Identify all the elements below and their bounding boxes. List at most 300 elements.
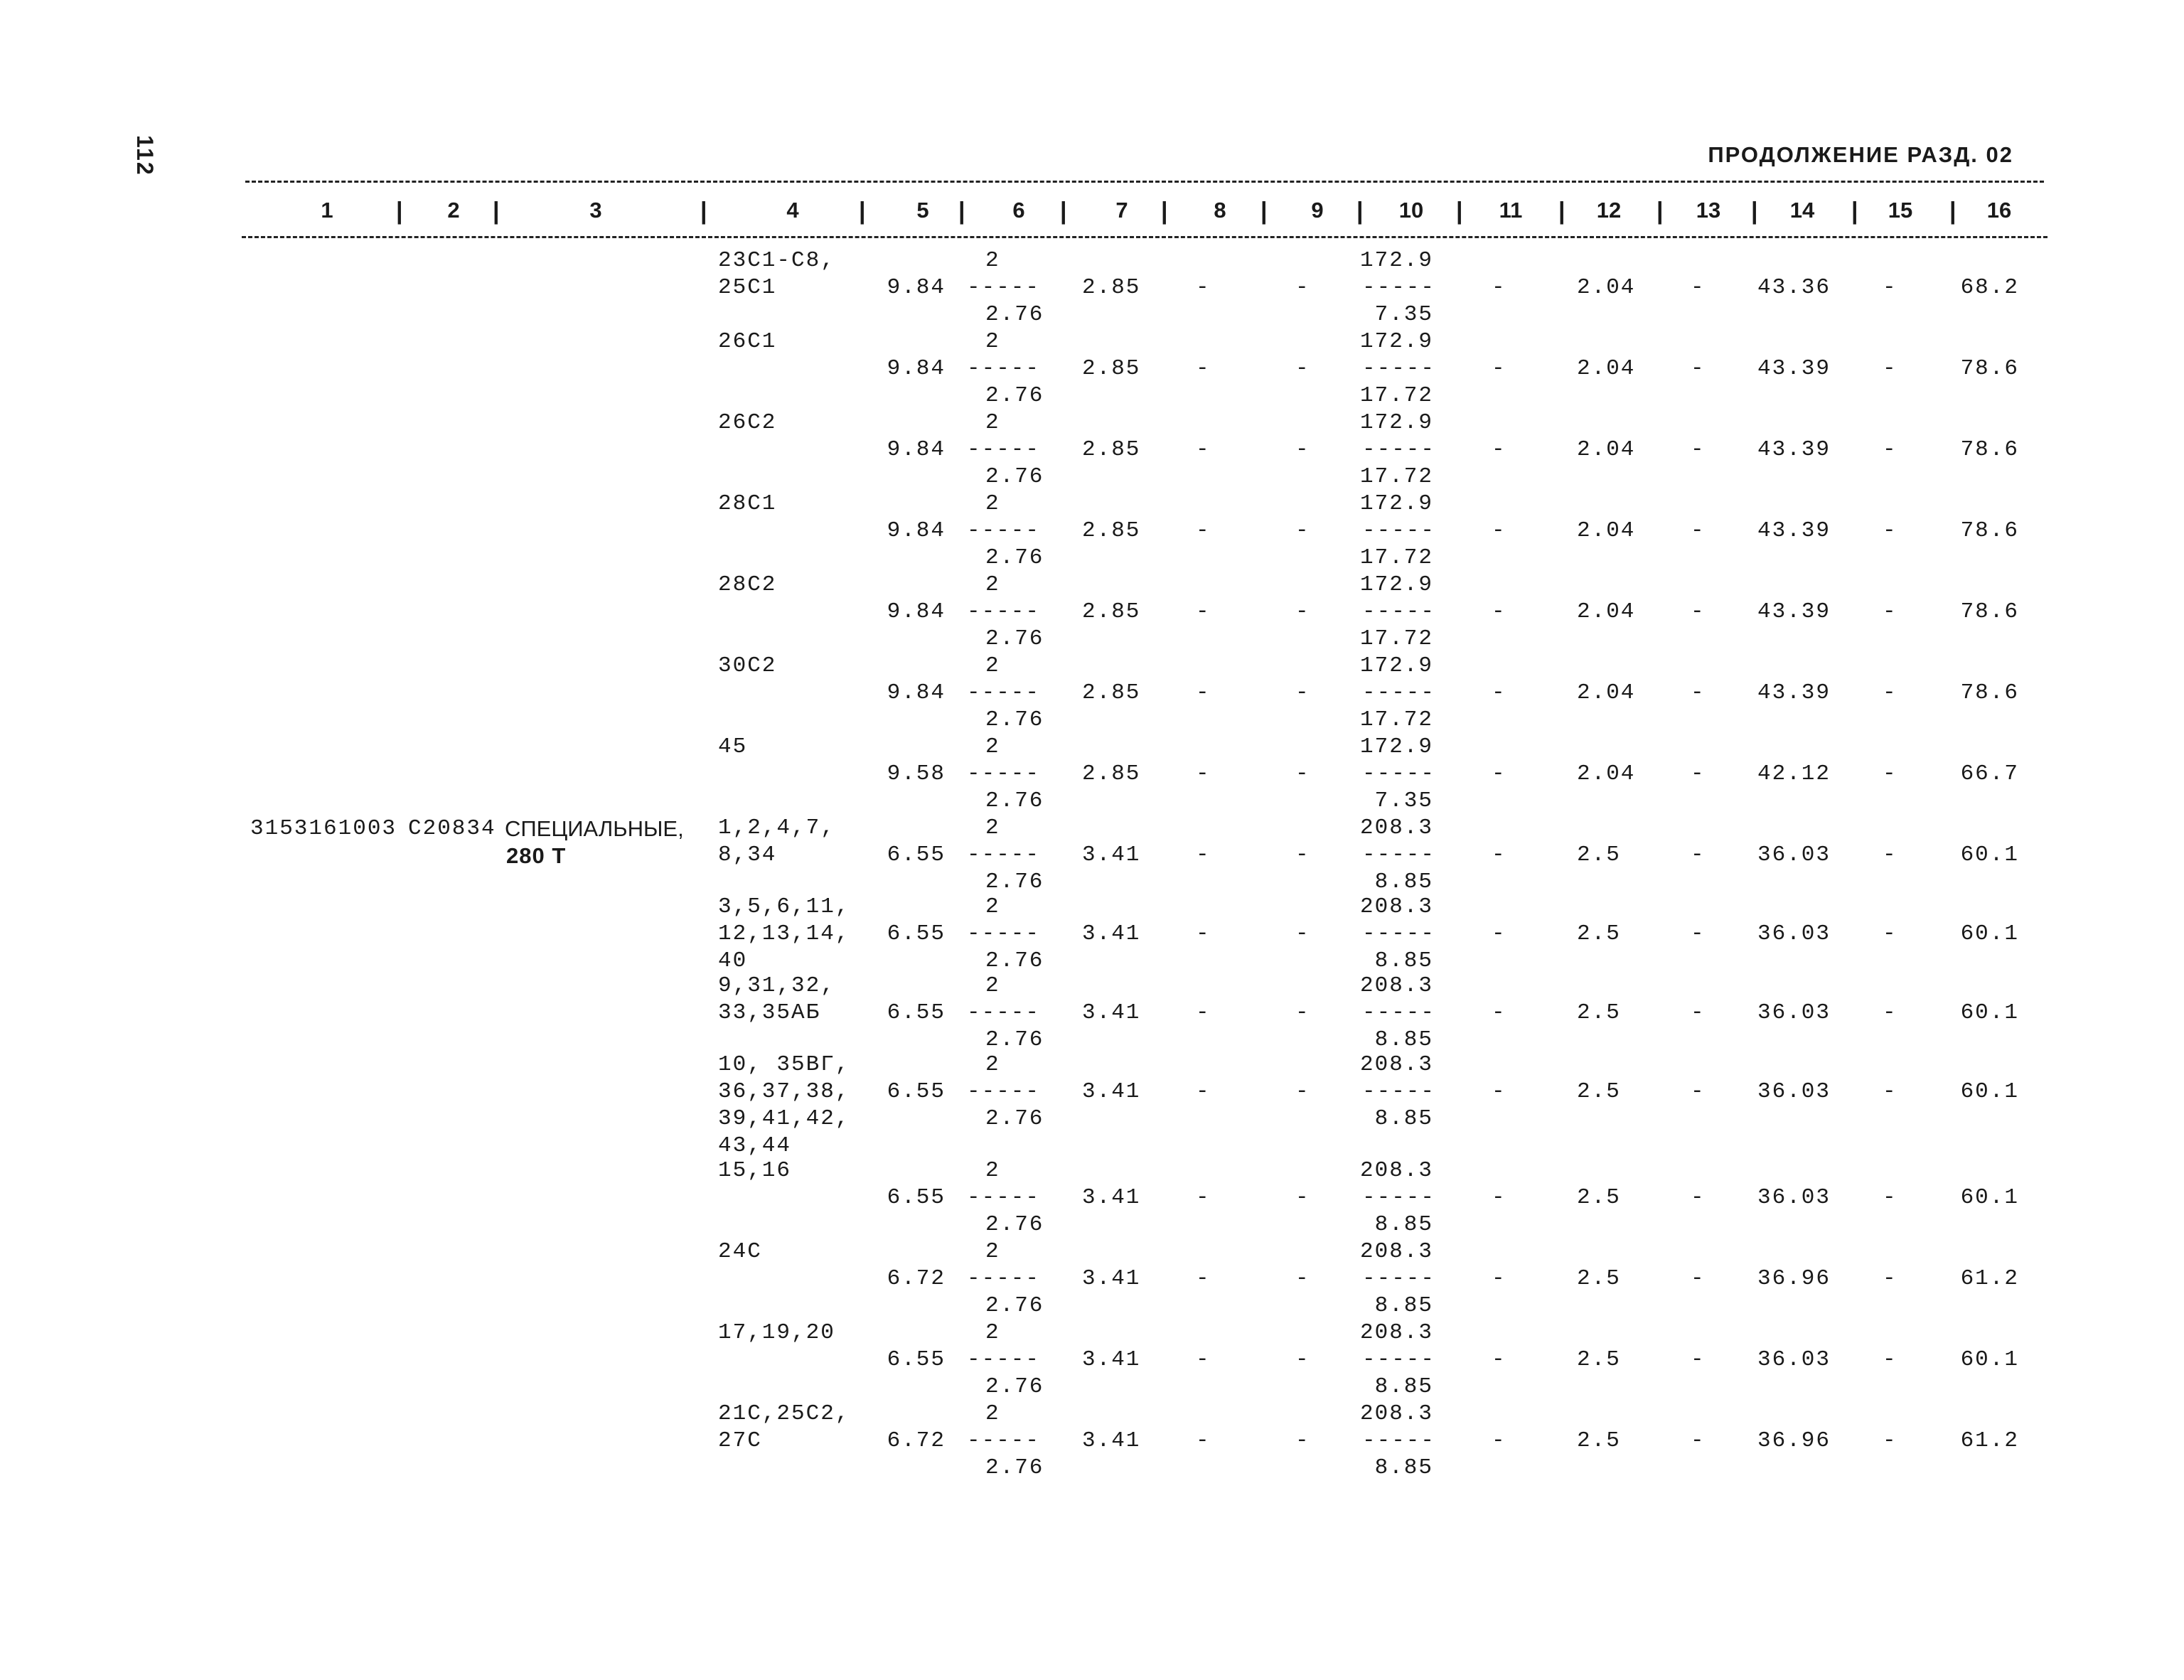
column-header-6: 6 [1012, 198, 1025, 223]
col6-denominator: 2.76 [985, 1212, 1044, 1237]
col12-value: 2.5 [1577, 1000, 1621, 1025]
col6-fraction-bar: ----- [967, 437, 1041, 462]
row-label: 28С2 [718, 572, 777, 597]
col15-value: - [1883, 437, 1897, 462]
col15-value: - [1883, 275, 1897, 300]
col7-value: 2.85 [1082, 437, 1141, 462]
row-label: 39,41,42, [718, 1106, 850, 1131]
group-name: СПЕЦИАЛЬНЫЕ, [505, 816, 684, 841]
col14-value: 43.39 [1757, 518, 1831, 543]
col11-value: - [1492, 1428, 1506, 1453]
col10-fraction-bar: ----- [1362, 599, 1436, 624]
col14-value: 36.96 [1757, 1266, 1831, 1291]
col6-numerator: 2 [985, 734, 1000, 759]
col5-value: 6.55 [887, 1185, 946, 1210]
col15-value: - [1883, 842, 1897, 867]
col6-numerator: 2 [985, 410, 1000, 435]
col14-value: 43.39 [1757, 437, 1831, 462]
col14-value: 43.39 [1757, 356, 1831, 381]
col6-denominator: 2.76 [985, 626, 1044, 651]
col5-value: 6.55 [887, 921, 946, 946]
col7-value: 2.85 [1082, 599, 1141, 624]
col12-value: 2.5 [1577, 1266, 1621, 1291]
col6-numerator: 2 [985, 329, 1000, 354]
header-top-rule [245, 181, 2044, 183]
col8-value: - [1196, 275, 1211, 300]
col10-numerator: 208.3 [1359, 1401, 1433, 1426]
col14-value: 36.03 [1757, 921, 1831, 946]
col9-value: - [1295, 1185, 1310, 1210]
col6-numerator: 2 [985, 1239, 1000, 1264]
column-header-8: 8 [1214, 198, 1226, 223]
row-label: 17,19,20 [718, 1320, 835, 1345]
column-separator: | [859, 198, 866, 225]
col5-value: 6.55 [887, 1347, 946, 1372]
col10-denominator: 7.35 [1374, 302, 1433, 327]
page-number: 112 [132, 135, 158, 176]
group-code-2: С20834 [408, 816, 496, 841]
col11-value: - [1492, 437, 1506, 462]
col15-value: - [1883, 761, 1897, 786]
column-header-10: 10 [1398, 198, 1424, 223]
col6-fraction-bar: ----- [967, 356, 1041, 381]
col6-denominator: 2.76 [985, 948, 1044, 973]
row-label: 26С2 [718, 410, 777, 435]
column-header-3: 3 [589, 198, 602, 223]
col6-numerator: 2 [985, 894, 1000, 919]
col13-value: - [1691, 680, 1706, 705]
col10-fraction-bar: ----- [1362, 437, 1436, 462]
col10-denominator: 8.85 [1374, 1212, 1433, 1237]
col16-value: 60.1 [1960, 921, 2019, 946]
col9-value: - [1295, 356, 1310, 381]
col10-fraction-bar: ----- [1362, 1079, 1436, 1104]
col6-fraction-bar: ----- [967, 761, 1041, 786]
col7-value: 2.85 [1082, 680, 1141, 705]
col6-numerator: 2 [985, 248, 1000, 273]
col11-value: - [1492, 599, 1506, 624]
col6-fraction-bar: ----- [967, 599, 1041, 624]
col10-numerator: 172.9 [1359, 248, 1433, 273]
column-separator: | [396, 198, 403, 225]
col6-fraction-bar: ----- [967, 1428, 1041, 1453]
col11-value: - [1492, 518, 1506, 543]
col6-denominator: 2.76 [985, 1374, 1044, 1399]
col8-value: - [1196, 356, 1211, 381]
col13-value: - [1691, 275, 1706, 300]
col6-denominator: 2.76 [985, 383, 1044, 408]
col10-fraction-bar: ----- [1362, 680, 1436, 705]
col13-value: - [1691, 1428, 1706, 1453]
col13-value: - [1691, 1266, 1706, 1291]
column-header-4: 4 [786, 198, 799, 223]
row-label: 9,31,32, [718, 973, 835, 998]
column-header-2: 2 [447, 198, 460, 223]
col10-fraction-bar: ----- [1362, 761, 1436, 786]
col16-value: 78.6 [1960, 437, 2019, 462]
col10-denominator: 7.35 [1374, 788, 1433, 813]
column-header-15: 15 [1888, 198, 1913, 223]
col5-value: 9.84 [887, 356, 946, 381]
col16-value: 78.6 [1960, 680, 2019, 705]
col15-value: - [1883, 1079, 1897, 1104]
col11-value: - [1492, 275, 1506, 300]
col6-numerator: 2 [985, 1158, 1000, 1183]
col10-numerator: 208.3 [1359, 973, 1433, 998]
col10-fraction-bar: ----- [1362, 1347, 1436, 1372]
col10-numerator: 208.3 [1359, 1320, 1433, 1345]
col13-value: - [1691, 921, 1706, 946]
column-separator: | [958, 198, 965, 225]
col11-value: - [1492, 1347, 1506, 1372]
row-label: 23С1-С8, [718, 248, 835, 273]
col8-value: - [1196, 599, 1211, 624]
col16-value: 61.2 [1960, 1428, 2019, 1453]
col10-denominator: 8.85 [1374, 870, 1433, 894]
col7-value: 3.41 [1082, 1000, 1141, 1025]
col6-fraction-bar: ----- [967, 680, 1041, 705]
col6-numerator: 2 [985, 491, 1000, 516]
col8-value: - [1196, 921, 1211, 946]
col15-value: - [1883, 1347, 1897, 1372]
column-separator: | [1260, 198, 1268, 225]
row-label: 24С [718, 1239, 762, 1264]
col6-fraction-bar: ----- [967, 1185, 1041, 1210]
col5-value: 6.55 [887, 1079, 946, 1104]
col10-denominator: 8.85 [1374, 1293, 1433, 1318]
column-separator: | [1060, 198, 1067, 225]
col11-value: - [1492, 1185, 1506, 1210]
col7-value: 2.85 [1082, 518, 1141, 543]
col14-value: 36.03 [1757, 842, 1831, 867]
column-header-1: 1 [321, 198, 333, 223]
col15-value: - [1883, 518, 1897, 543]
col6-numerator: 2 [985, 973, 1000, 998]
col14-value: 43.39 [1757, 599, 1831, 624]
col12-value: 2.5 [1577, 1185, 1621, 1210]
row-label: 30С2 [718, 653, 777, 678]
col9-value: - [1295, 1347, 1310, 1372]
col12-value: 2.5 [1577, 1079, 1621, 1104]
col10-numerator: 172.9 [1359, 329, 1433, 354]
col7-value: 3.41 [1082, 1079, 1141, 1104]
col12-value: 2.04 [1577, 518, 1636, 543]
col12-value: 2.5 [1577, 1428, 1621, 1453]
col10-denominator: 8.85 [1374, 1106, 1433, 1131]
col16-value: 68.2 [1960, 275, 2019, 300]
col10-denominator: 17.72 [1359, 626, 1433, 651]
col8-value: - [1196, 1185, 1211, 1210]
col13-value: - [1691, 1347, 1706, 1372]
col11-value: - [1492, 842, 1506, 867]
col5-value: 6.72 [887, 1266, 946, 1291]
col9-value: - [1295, 921, 1310, 946]
col10-denominator: 17.72 [1359, 545, 1433, 570]
col5-value: 9.84 [887, 518, 946, 543]
row-label: 15,16 [718, 1158, 792, 1183]
col11-value: - [1492, 356, 1506, 381]
col12-value: 2.04 [1577, 599, 1636, 624]
col10-denominator: 17.72 [1359, 707, 1433, 732]
col16-value: 60.1 [1960, 1000, 2019, 1025]
row-label: 40 [718, 948, 748, 973]
col5-value: 9.58 [887, 761, 946, 786]
column-header-11: 11 [1499, 198, 1523, 223]
col14-value: 36.03 [1757, 1185, 1831, 1210]
col9-value: - [1295, 761, 1310, 786]
col6-denominator: 2.76 [985, 1027, 1044, 1052]
col5-value: 6.55 [887, 1000, 946, 1025]
col10-numerator: 172.9 [1359, 734, 1433, 759]
col6-numerator: 2 [985, 653, 1000, 678]
col16-value: 66.7 [1960, 761, 2019, 786]
col6-numerator: 2 [985, 1052, 1000, 1077]
col10-denominator: 17.72 [1359, 383, 1433, 408]
col10-numerator: 208.3 [1359, 894, 1433, 919]
col6-numerator: 2 [985, 815, 1000, 840]
group-name-tonnage: 280 Т [506, 843, 567, 868]
col6-numerator: 2 [985, 1320, 1000, 1345]
col9-value: - [1295, 680, 1310, 705]
col12-value: 2.5 [1577, 1347, 1621, 1372]
col8-value: - [1196, 761, 1211, 786]
col7-value: 3.41 [1082, 842, 1141, 867]
col9-value: - [1295, 518, 1310, 543]
col10-numerator: 172.9 [1359, 653, 1433, 678]
row-label: 1,2,4,7, [718, 815, 835, 840]
col7-value: 2.85 [1082, 275, 1141, 300]
col12-value: 2.04 [1577, 680, 1636, 705]
col11-value: - [1492, 680, 1506, 705]
col7-value: 3.41 [1082, 921, 1141, 946]
col11-value: - [1492, 1079, 1506, 1104]
col10-numerator: 172.9 [1359, 410, 1433, 435]
col10-denominator: 8.85 [1374, 1027, 1433, 1052]
col13-value: - [1691, 842, 1706, 867]
col10-fraction-bar: ----- [1362, 356, 1436, 381]
col16-value: 60.1 [1960, 1079, 2019, 1104]
col9-value: - [1295, 437, 1310, 462]
col8-value: - [1196, 518, 1211, 543]
column-separator: | [1751, 198, 1758, 225]
col5-value: 9.84 [887, 599, 946, 624]
column-separator: | [700, 198, 707, 225]
col5-value: 9.84 [887, 275, 946, 300]
col8-value: - [1196, 1079, 1211, 1104]
col16-value: 60.1 [1960, 842, 2019, 867]
col10-denominator: 8.85 [1374, 1455, 1433, 1480]
col6-denominator: 2.76 [985, 870, 1044, 894]
col16-value: 60.1 [1960, 1347, 2019, 1372]
col15-value: - [1883, 680, 1897, 705]
col6-fraction-bar: ----- [967, 1079, 1041, 1104]
col7-value: 3.41 [1082, 1266, 1141, 1291]
col5-value: 6.72 [887, 1428, 946, 1453]
col6-fraction-bar: ----- [967, 1347, 1041, 1372]
col15-value: - [1883, 356, 1897, 381]
col8-value: - [1196, 1266, 1211, 1291]
col14-value: 36.03 [1757, 1000, 1831, 1025]
col12-value: 2.04 [1577, 275, 1636, 300]
col10-fraction-bar: ----- [1362, 1000, 1436, 1025]
row-label: 45 [718, 734, 748, 759]
col9-value: - [1295, 275, 1310, 300]
col13-value: - [1691, 761, 1706, 786]
col5-value: 6.55 [887, 842, 946, 867]
column-header-14: 14 [1789, 198, 1815, 223]
col16-value: 60.1 [1960, 1185, 2019, 1210]
col15-value: - [1883, 1266, 1897, 1291]
col12-value: 2.04 [1577, 761, 1636, 786]
column-header-7: 7 [1115, 198, 1128, 223]
col12-value: 2.5 [1577, 842, 1621, 867]
col8-value: - [1196, 842, 1211, 867]
col8-value: - [1196, 437, 1211, 462]
col6-denominator: 2.76 [985, 1106, 1044, 1131]
column-header-16: 16 [1986, 198, 2012, 223]
column-separator: | [493, 198, 500, 225]
col6-denominator: 2.76 [985, 545, 1044, 570]
col13-value: - [1691, 1000, 1706, 1025]
col6-fraction-bar: ----- [967, 1266, 1041, 1291]
col6-denominator: 2.76 [985, 707, 1044, 732]
row-label: 26С1 [718, 329, 777, 354]
col13-value: - [1691, 518, 1706, 543]
col14-value: 36.03 [1757, 1347, 1831, 1372]
col13-value: - [1691, 356, 1706, 381]
col16-value: 78.6 [1960, 356, 2019, 381]
col12-value: 2.04 [1577, 437, 1636, 462]
col10-numerator: 172.9 [1359, 572, 1433, 597]
col9-value: - [1295, 1266, 1310, 1291]
col13-value: - [1691, 437, 1706, 462]
col7-value: 2.85 [1082, 761, 1141, 786]
row-label: 12,13,14, [718, 921, 850, 946]
col10-fraction-bar: ----- [1362, 842, 1436, 867]
col16-value: 78.6 [1960, 518, 2019, 543]
col13-value: - [1691, 1185, 1706, 1210]
col8-value: - [1196, 1000, 1211, 1025]
column-separator: | [1851, 198, 1858, 225]
column-separator: | [1656, 198, 1664, 225]
row-label: 36,37,38, [718, 1079, 850, 1104]
col7-value: 3.41 [1082, 1428, 1141, 1453]
col10-fraction-bar: ----- [1362, 1428, 1436, 1453]
col10-numerator: 172.9 [1359, 491, 1433, 516]
col10-numerator: 208.3 [1359, 1052, 1433, 1077]
col14-value: 36.03 [1757, 1079, 1831, 1104]
col10-fraction-bar: ----- [1362, 1266, 1436, 1291]
col7-value: 3.41 [1082, 1347, 1141, 1372]
col15-value: - [1883, 599, 1897, 624]
column-header-5: 5 [916, 198, 929, 223]
col14-value: 36.96 [1757, 1428, 1831, 1453]
col6-numerator: 2 [985, 1401, 1000, 1426]
col7-value: 2.85 [1082, 356, 1141, 381]
col8-value: - [1196, 1347, 1211, 1372]
col10-denominator: 8.85 [1374, 948, 1433, 973]
col6-fraction-bar: ----- [967, 518, 1041, 543]
col5-value: 9.84 [887, 437, 946, 462]
col11-value: - [1492, 1266, 1506, 1291]
col6-numerator: 2 [985, 572, 1000, 597]
col10-fraction-bar: ----- [1362, 275, 1436, 300]
col6-denominator: 2.76 [985, 464, 1044, 489]
col11-value: - [1492, 1000, 1506, 1025]
column-header-12: 12 [1596, 198, 1622, 223]
row-label: 8,34 [718, 842, 777, 867]
col11-value: - [1492, 921, 1506, 946]
col9-value: - [1295, 1079, 1310, 1104]
col10-fraction-bar: ----- [1362, 518, 1436, 543]
row-label: 33,35АБ [718, 1000, 821, 1025]
row-label: 21С,25С2, [718, 1401, 850, 1426]
col11-value: - [1492, 761, 1506, 786]
column-header-9: 9 [1311, 198, 1324, 223]
col6-denominator: 2.76 [985, 1293, 1044, 1318]
col9-value: - [1295, 599, 1310, 624]
col10-fraction-bar: ----- [1362, 1185, 1436, 1210]
col9-value: - [1295, 1000, 1310, 1025]
col5-value: 9.84 [887, 680, 946, 705]
col13-value: - [1691, 599, 1706, 624]
col13-value: - [1691, 1079, 1706, 1104]
col12-value: 2.5 [1577, 921, 1621, 946]
col12-value: 2.04 [1577, 356, 1636, 381]
column-separator: | [1949, 198, 1956, 225]
col6-denominator: 2.76 [985, 1455, 1044, 1480]
col6-denominator: 2.76 [985, 788, 1044, 813]
group-code: 3153161003 [250, 816, 397, 841]
section-title: ПРОДОЛЖЕНИЕ РАЗД. 02 [1708, 142, 2013, 167]
header-bottom-rule [242, 236, 2048, 238]
col15-value: - [1883, 921, 1897, 946]
col10-numerator: 208.3 [1359, 1239, 1433, 1264]
col14-value: 43.36 [1757, 275, 1831, 300]
col6-fraction-bar: ----- [967, 921, 1041, 946]
col6-fraction-bar: ----- [967, 842, 1041, 867]
row-label: 43,44 [718, 1133, 792, 1158]
col6-denominator: 2.76 [985, 302, 1044, 327]
col7-value: 3.41 [1082, 1185, 1141, 1210]
col9-value: - [1295, 1428, 1310, 1453]
col8-value: - [1196, 1428, 1211, 1453]
col16-value: 78.6 [1960, 599, 2019, 624]
col6-fraction-bar: ----- [967, 275, 1041, 300]
col10-numerator: 208.3 [1359, 1158, 1433, 1183]
col9-value: - [1295, 842, 1310, 867]
col15-value: - [1883, 1185, 1897, 1210]
col6-fraction-bar: ----- [967, 1000, 1041, 1025]
column-separator: | [1558, 198, 1565, 225]
col15-value: - [1883, 1000, 1897, 1025]
column-separator: | [1161, 198, 1168, 225]
col10-denominator: 8.85 [1374, 1374, 1433, 1399]
col15-value: - [1883, 1428, 1897, 1453]
column-header-13: 13 [1696, 198, 1721, 223]
row-label: 3,5,6,11, [718, 894, 850, 919]
row-label: 25С1 [718, 275, 777, 300]
row-label: 28С1 [718, 491, 777, 516]
col10-denominator: 17.72 [1359, 464, 1433, 489]
col10-numerator: 208.3 [1359, 815, 1433, 840]
col8-value: - [1196, 680, 1211, 705]
column-separator: | [1456, 198, 1463, 225]
row-label: 27С [718, 1428, 762, 1453]
col14-value: 43.39 [1757, 680, 1831, 705]
col14-value: 42.12 [1757, 761, 1831, 786]
column-separator: | [1356, 198, 1364, 225]
